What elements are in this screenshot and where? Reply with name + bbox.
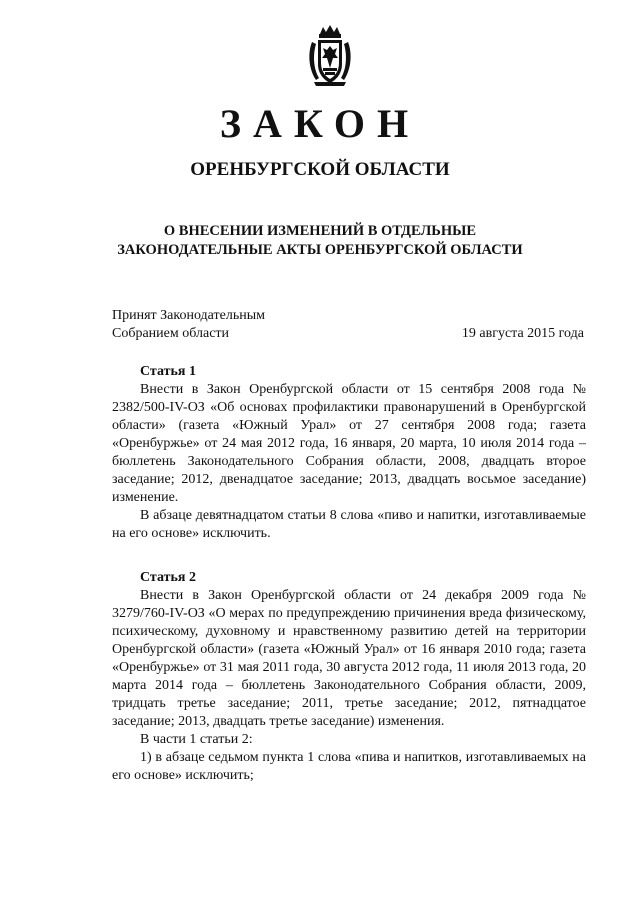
adoption-date: 19 августа 2015 года [461,326,584,341]
article [112,569,586,785]
article-title: Статья 2 [140,570,196,585]
law-name-line: ЗАКОНОДАТЕЛЬНЫЕ АКТЫ ОРЕНБУРГСКОЙ ОБЛАСТИ [117,242,523,258]
article [112,363,586,543]
article-paragraph: В части 1 статьи 2: [140,732,253,747]
article-title: Статья 1 [140,364,196,379]
document-subtitle: ОРЕНБУРГСКОЙ ОБЛАСТИ [190,159,450,180]
articles [112,363,586,785]
article-paragraph: В абзаце девятнадцатом статьи 8 слова «пиво и напитки, изготавливаемые на его основе» исключить. [112,508,586,541]
adoption-line: Собранием области [112,326,230,341]
article-paragraph: Внести в Закон Оренбургской области от 24 декабря 2009 года № 3279/760-IV-ОЗ «О мерах по предупреждению причинения вреда физическому, психическому, духовному и нравственному развитию детей на территории Оренбургской области» (газета «Южный Урал» от 16 января 2010 года; газета «Оренбуржье» от 31 мая 2011 года, 30 августа 2012 года, 11 июля 2013 года, 20 марта 2014 года – бюллетень Законодательного Собрания области, 2009, тридцать третье заседание; 2011, третье заседание; 2012, пятнадцатое заседание; 2013, двадцать третье заседание) изменения. [112,588,586,729]
article-spacer [112,543,586,569]
adoption-info [112,307,265,343]
adoption-line: Принят Законодательным [112,308,265,323]
document-title: ЗАКОН [219,101,421,146]
article-paragraph: Внести в Закон Оренбургской области от 15 сентября 2008 года № 2382/500-IV-ОЗ «Об основах профилактики правонарушений в Оренбургской области» (газета «Южный Урал» от 27 сентября 2008 года; газета «Оренбуржье» от 24 мая 2012 года, 16 января, 20 марта, 10 июля 2014 года – бюллетень Законодательного Собрания области, 2008, двадцать второе заседание; 2012, двенадцатое заседание; 2013, двадцать восьмое заседание) изменение. [112,382,586,505]
law-name [0,222,640,260]
article-paragraph: 1) в абзаце седьмом пункта 1 слова «пива и напитков, изготавливаемых на его основе» исключить; [112,750,586,783]
coat-of-arms-emblem [306,24,354,88]
law-name-line: О ВНЕСЕНИИ ИЗМЕНЕНИЙ В ОТДЕЛЬНЫЕ [163,223,477,239]
